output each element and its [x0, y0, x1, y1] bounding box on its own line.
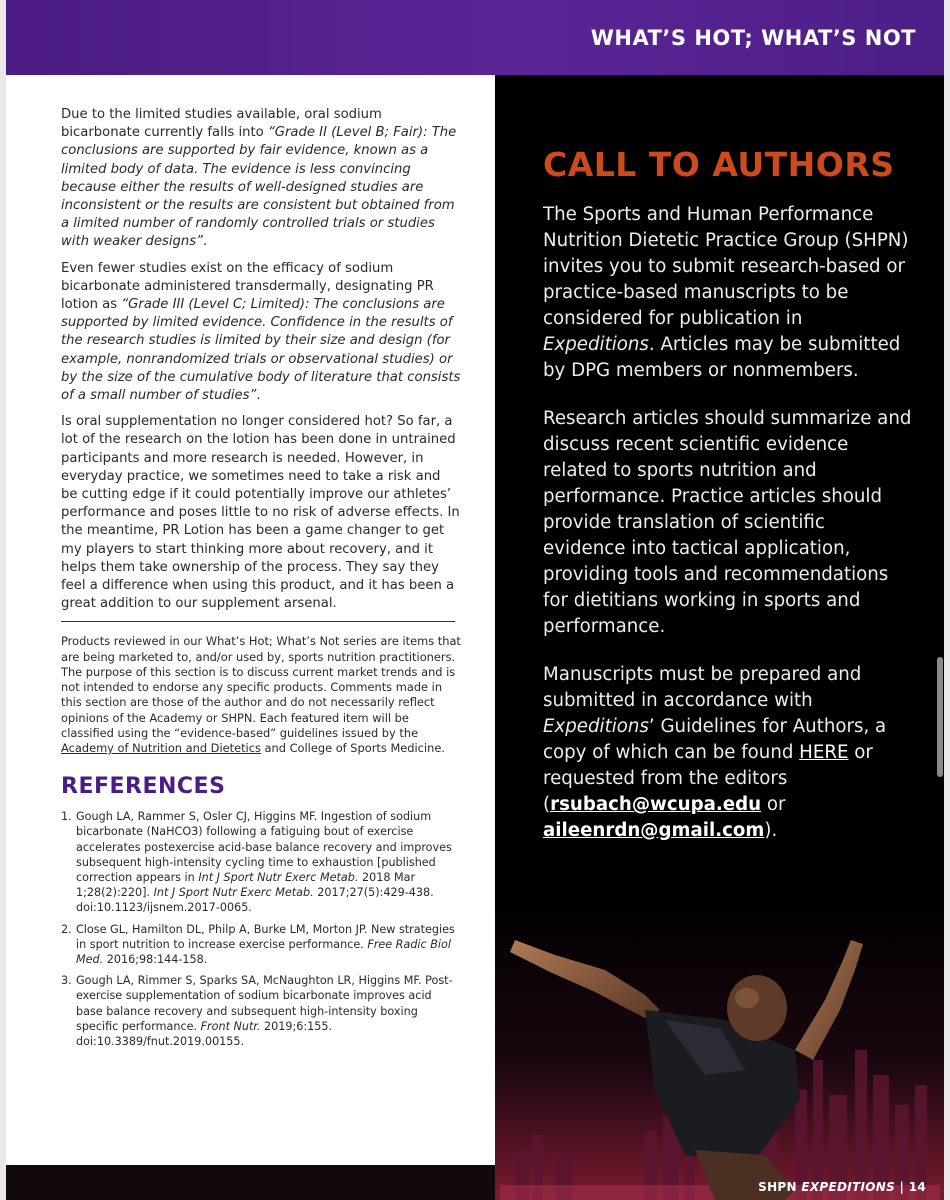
reference-item: 3. Gough LA, Rimmer S, Sparks SA, McNaughton LR, Higgins MF. Post-exercise supplementation of sodium bicarbonate improves acid base balance recovery and subsequent high-intensity boxing specific performance. Front Nutr. 2019;6:155. doi:10.3389/fnut.2019.00155.	[61, 974, 453, 1048]
cta-paragraph-2: Research articles should summarize and discuss recent scientific evidence related to sports nutrition and performance. Practice articles should provide translation of scientific evidence into tactical application, providing tools and recommendations for dietitians working in sports and performance.	[543, 408, 912, 637]
email-link-aileenrdn[interactable]: aileenrdn@gmail.com	[543, 820, 765, 841]
page-footer: SHPN EXPEDITIONS | 14	[758, 1180, 926, 1194]
reference-item: 2. Close GL, Hamilton DL, Philp A, Burke LM, Morton JP. New strategies in sport nutrition to increase exercise performance. Free Radic Biol Med. 2016;98:144-158.	[61, 922, 455, 966]
cta-paragraph-1: The Sports and Human Performance Nutrition Dietetic Practice Group (SHPN) invites you to submit research-based or practice-based manuscripts to be considered for publication in Expeditions. Articles may be submitted by DPG members or nonmembers.	[543, 204, 909, 381]
section-title: WHAT’S HOT; WHAT’S NOT	[590, 26, 916, 50]
reference-item: 1. Gough LA, Rammer S, Osler CJ, Higgins MF. Ingestion of sodium bicarbonate (NaHCO3) following a fatiguing bout of exercise accelerates postexercise acid-base balance recovery and improves subsequent high-intensity cycling time to exhaustion [published correction appears in Int J Sport Nutr Exerc Metab. 2018 Mar 1;28(2):220]. Int J Sport Nutr Exerc Metab. 2017;27(5):429-438. doi:10.1123/ijsnem.2017-0065.	[61, 810, 452, 915]
references-heading: REFERENCES	[61, 774, 226, 800]
disclaimer: Products reviewed in our What’s Hot; What’s Not series are items that are being marketed to, and/or used by, sports nutrition practitioners. The purpose of this section is to discuss current market trends and is not intended to endorse any specific products. Comments made in this section are those of the author and do not necessarily reflect opinions of the Academy or SHPN. Each featured item will be classified using the “evidence-based” guidelines issued by the Academy of Nutrition and Dietetics and College of Sports Medicine.	[61, 634, 461, 755]
paragraph-1: Due to the limited studies available, oral sodium bicarbonate currently falls into “Grade II (Level B; Fair): The conclusions are supported by fair evidence, known as a limited body of data. The evidence is less convincing because either the results of well-designed studies are inconsistent or the results are consistent but obtained from a limited number of randomly controlled trials or studies with weaker designs”.	[61, 107, 457, 250]
article-body	[61, 106, 461, 613]
paragraph-3: Is oral supplementation no longer considered hot? So far, a lot of the research on the lotion has been done in untrained participants and more research is needed. However, in everyday practice, we sometimes need to take a risk and be cutting edge if it could potentially improve our athletes’ performance and poses little to no risk of adverse effects. In the meantime, PR Lotion has been a game changer to get my players to start thinking more about recovery, and it helps them take ownership of the process. They say they feel a difference when using this product, and it has been a great addition to our supplement arsenal.	[61, 414, 460, 612]
magazine-page	[6, 0, 944, 1200]
article-column	[6, 75, 495, 1165]
paragraph-2: Even fewer studies exist on the efficacy of sodium bicarbonate administered transdermally, designating PR lotion as “Grade III (Level C; Limited): The conclusions are supported by limited evidence. Confidence in the results of the research studies is limited by their size and design (for example, nonrandomized trials or observational studies) or by the size of the cumulative body of literature that consists of a small number of studies”.	[61, 260, 461, 404]
page-number: 14	[908, 1180, 926, 1194]
page-header	[6, 0, 944, 75]
cta-paragraph-3: Manuscripts must be prepared and submitted in accordance with Expeditions’ Guidelines for Authors, a copy of which can be found HERE or requested from the editors (rsubach@wcupa.edu or aileenrdn@gmail.com).	[543, 664, 887, 841]
guidelines-here-link[interactable]: HERE	[799, 742, 849, 763]
call-to-authors	[543, 145, 913, 866]
email-link-rsubach[interactable]: rsubach@wcupa.edu	[550, 794, 762, 815]
cta-title: CALL TO AUTHORS	[543, 145, 895, 184]
references-list	[61, 809, 461, 1049]
sprinter-illustration	[495, 900, 944, 1200]
bottom-decoration	[6, 1165, 495, 1200]
divider	[61, 621, 455, 622]
academy-link[interactable]: Academy of Nutrition and Dietetics	[61, 740, 261, 755]
scrollbar[interactable]	[937, 657, 943, 777]
